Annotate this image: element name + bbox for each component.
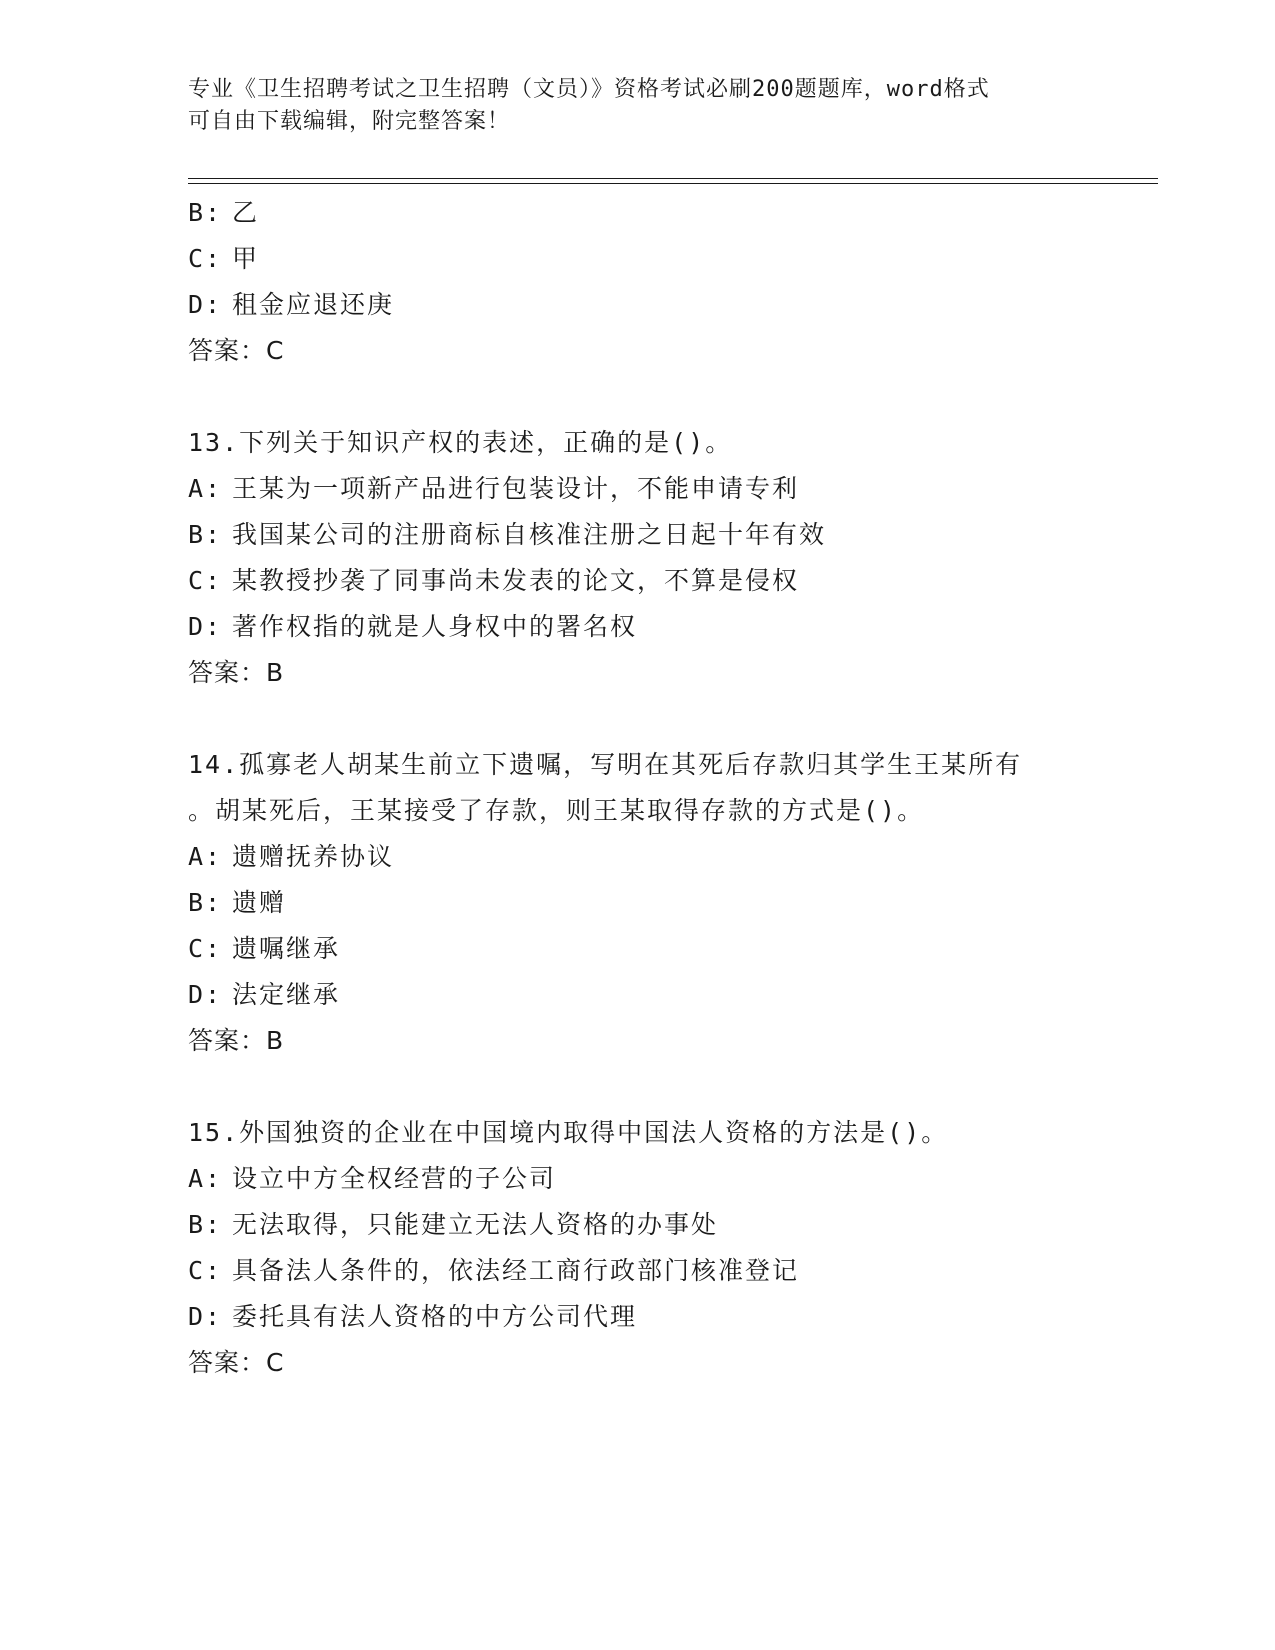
option-text: 租金应退还庚 (232, 290, 395, 319)
option-line (188, 880, 1148, 926)
option-text: 委托具有法人资格的中方公司代理 (232, 1302, 638, 1331)
option-line (188, 926, 1148, 972)
option-key: C: (188, 1256, 223, 1285)
option-text: 无法取得，只能建立无法人资格的办事处 (232, 1210, 719, 1239)
option-key: A: (188, 842, 223, 871)
page-header (188, 74, 1088, 138)
option-key: C: (188, 244, 223, 273)
option-line (188, 558, 1148, 604)
question-stem: 14.孤寡老人胡某生前立下遗嘱，写明在其死后存款归其学生王某所有 (188, 750, 1023, 779)
option-text: 我国某公司的注册商标自核准注册之日起十年有效 (232, 520, 827, 549)
answer-line: 答案：B (188, 658, 285, 687)
option-text: 某教授抄袭了同事尚未发表的论文，不算是侵权 (232, 566, 800, 595)
option-key: C: (188, 566, 223, 595)
option-key: D: (188, 290, 223, 319)
option-key: D: (188, 980, 223, 1009)
answer-line: 答案：C (188, 336, 285, 365)
header-line-1: 专业《卫生招聘考试之卫生招聘（文员）》资格考试必刷200题题库，word格式 (188, 77, 990, 102)
option-text: 法定继承 (232, 980, 341, 1009)
spacer (188, 1064, 1148, 1110)
question-block-14 (188, 742, 1148, 1064)
option-text: 遗赠 (232, 888, 287, 917)
option-key: B: (188, 1210, 223, 1239)
spacer (188, 374, 1148, 420)
header-line-2: 可自由下载编辑，附完整答案！ (188, 109, 511, 134)
spacer (188, 696, 1148, 742)
option-line (188, 834, 1148, 880)
question-block-13 (188, 420, 1148, 696)
option-text: 王某为一项新产品进行包装设计，不能申请专利 (232, 474, 800, 503)
option-key: B: (188, 520, 223, 549)
header-rule-top (188, 178, 1158, 179)
option-line (188, 1294, 1148, 1340)
option-key: B: (188, 198, 223, 227)
option-line (188, 512, 1148, 558)
option-text: 具备法人条件的，依法经工商行政部门核准登记 (232, 1256, 800, 1285)
answer-line: 答案：B (188, 1026, 285, 1055)
option-line (188, 236, 1148, 282)
option-line (188, 282, 1148, 328)
option-line (188, 1248, 1148, 1294)
option-text: 甲 (232, 244, 260, 273)
prev-question-block (188, 190, 1148, 374)
answer-line: 答案：C (188, 1348, 285, 1377)
question-stem-continued: 。胡某死后，王某接受了存款，则王某取得存款的方式是()。 (188, 796, 925, 825)
option-text: 遗赠抚养协议 (232, 842, 395, 871)
option-text: 设立中方全权经营的子公司 (232, 1164, 557, 1193)
option-text: 著作权指的就是人身权中的署名权 (232, 612, 638, 641)
option-text: 遗嘱继承 (232, 934, 341, 963)
option-key: D: (188, 612, 223, 641)
option-key: B: (188, 888, 223, 917)
option-line (188, 1156, 1148, 1202)
option-line (188, 190, 1148, 236)
option-text: 乙 (232, 198, 260, 227)
question-stem: 15.外国独资的企业在中国境内取得中国法人资格的方法是()。 (188, 1118, 949, 1147)
option-line (188, 1202, 1148, 1248)
option-line (188, 604, 1148, 650)
option-key: A: (188, 1164, 223, 1193)
option-line (188, 466, 1148, 512)
question-block-15 (188, 1110, 1148, 1386)
question-list (188, 190, 1148, 1386)
option-line (188, 972, 1148, 1018)
header-rule-bottom (188, 183, 1158, 184)
question-stem: 13.下列关于知识产权的表述，正确的是()。 (188, 428, 733, 457)
option-key: A: (188, 474, 223, 503)
option-key: C: (188, 934, 223, 963)
option-key: D: (188, 1302, 223, 1331)
